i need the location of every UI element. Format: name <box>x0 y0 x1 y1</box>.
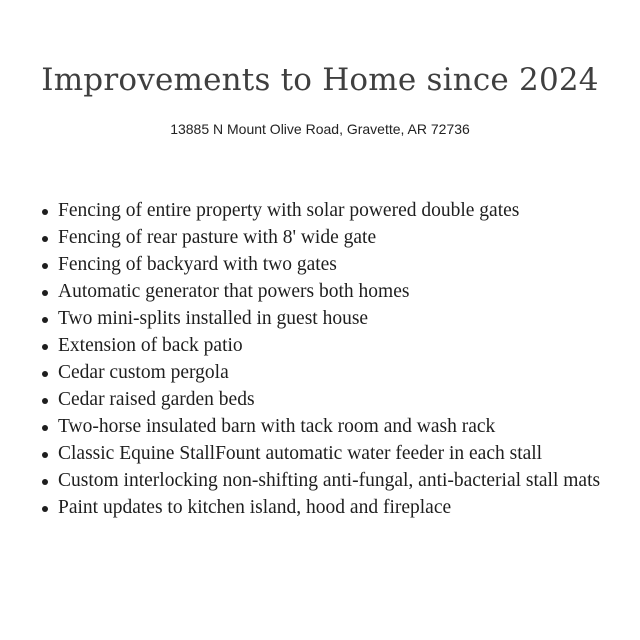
list-item: Fencing of rear pasture with 8' wide gate <box>58 224 618 251</box>
property-address: 13885 N Mount Olive Road, Gravette, AR 72736 <box>170 121 470 137</box>
list-item: Fencing of entire property with solar powered double gates <box>58 197 618 224</box>
list-item: Cedar raised garden beds <box>58 386 618 413</box>
list-item: Cedar custom pergola <box>58 359 618 386</box>
improvements-list <box>58 197 618 521</box>
list-item: Custom interlocking non-shifting anti-fungal, anti-bacterial stall mats <box>58 467 618 494</box>
list-item: Classic Equine StallFount automatic water feeder in each stall <box>58 440 618 467</box>
list-item: Fencing of backyard with two gates <box>58 251 618 278</box>
list-item: Two mini-splits installed in guest house <box>58 305 618 332</box>
list-item: Automatic generator that powers both homes <box>58 278 618 305</box>
page-title: Improvements to Home since 2024 <box>41 62 599 98</box>
list-item: Paint updates to kitchen island, hood and fireplace <box>58 494 618 521</box>
list-item: Two-horse insulated barn with tack room and wash rack <box>58 413 618 440</box>
list-item: Extension of back patio <box>58 332 618 359</box>
